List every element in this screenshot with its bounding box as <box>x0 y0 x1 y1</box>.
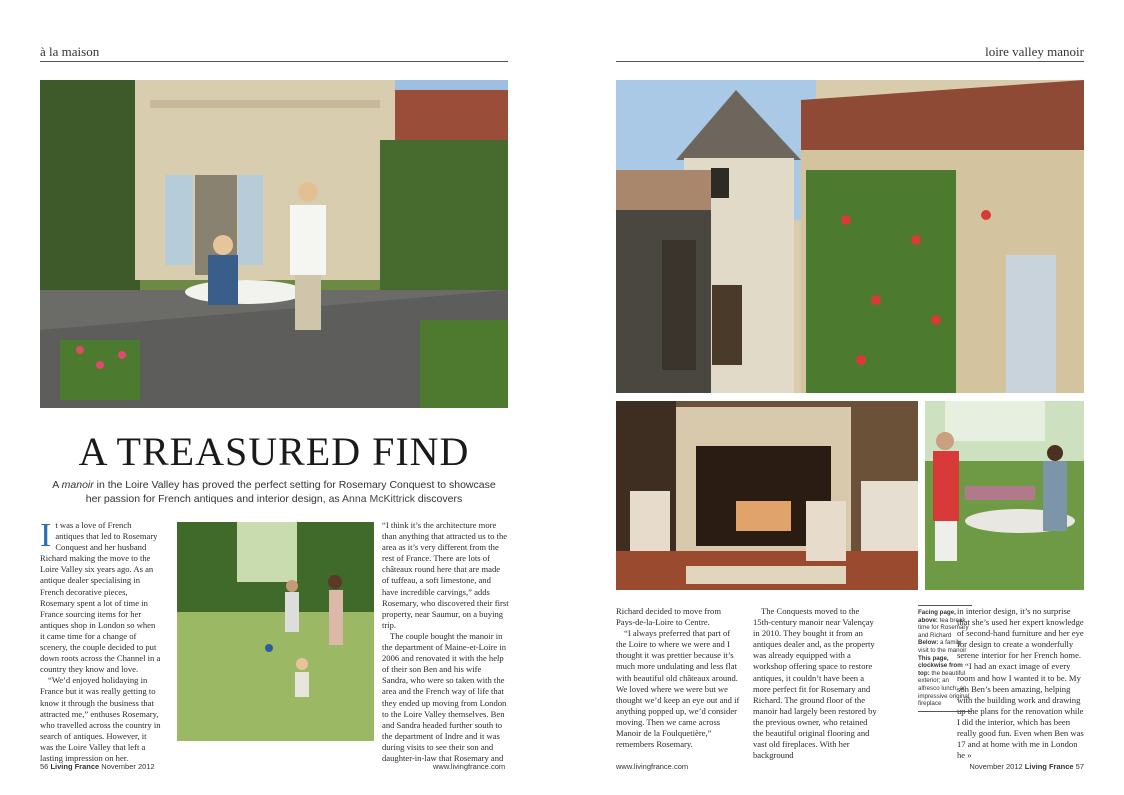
caption-text: a family visit to the manoir <box>918 639 967 654</box>
body-column-1 <box>40 517 162 764</box>
photo-alfresco-lunch <box>925 401 1084 590</box>
caption-heading: Facing page, above: <box>918 609 956 624</box>
body-paragraph: “I think it’s the architecture more than anything that attracted us to the area as it’s very different from the rest of France. There are lots of châteaux round here that are made of tuffeau, a soft limestone, and have incredible carvings,” adds Rosemary, who discovered their first property, near Saumur, on a buying trip. <box>382 520 509 630</box>
body-paragraph: in interior design, it’s no surprise that she’s used her expert knowledge of second-hand furniture and her eye for design to create a wonderfully serene interior for her French home. <box>957 606 1084 661</box>
author-name: Anna McKittrick <box>342 493 415 505</box>
body-column-r1 <box>616 606 742 750</box>
photo-manor-exterior <box>616 80 1084 393</box>
footer-left-url: www.livingfrance.com <box>433 762 506 771</box>
article-title: A TREASURED FIND <box>78 429 470 474</box>
caption-text: the beautiful exterior; an alfresco lunch; an impressive original fireplace <box>918 669 970 708</box>
photo-caption <box>918 605 972 712</box>
caption-heading: Below: <box>918 639 939 647</box>
page-number: 56 <box>40 762 49 771</box>
standfirst-end: discovers <box>414 493 463 505</box>
header-rule-right <box>616 61 1084 62</box>
magazine-name: Living France <box>50 762 100 771</box>
body-paragraph: “We’d enjoyed holidaying in France but it was really getting to know it through the business that attracted me,” enthuses Rosemary, who travelled across the country in search of antiques. However, it was the Loire Valley that left a lasting impression on her. <box>40 675 161 763</box>
header-rule-left <box>40 61 508 62</box>
footer-left-folio <box>40 762 155 771</box>
issue-date: November 2012 <box>101 762 155 771</box>
body-paragraph: Richard decided to move from Pays-de-la-Loire to Centre. <box>616 606 722 628</box>
body-paragraph: The couple bought the manoir in the department of Maine-et-Loire in 2006 and renovated it with the help of their son Ben and his wife Sandra, who were so taken with the area and the French way of life that they ended up moving from London to the Loire Valley themselves. Ben and Sandra headed further south to the department of Indre and it was during visits to see their son and daughter-in-law that Rosemary and <box>382 630 507 763</box>
issue-date: November 2012 <box>969 762 1023 771</box>
section-label-left: à la maison <box>40 44 100 59</box>
photo-family-garden <box>177 522 374 741</box>
right-page <box>562 0 1124 795</box>
body-column-r4 <box>957 606 1084 761</box>
paragraph-text: t was a love of French antiques that led to Rosemary Conquest and her husband Richard making the move to the Loire Valley six years ago. As an antique dealer specialising in French decorative pieces, Rosemary spent a lot of time in France sourcing items for her antiques shop in London so when it came time for a change of scenery, the couple decided to put down roots across the Channel in a country they know and love. <box>40 520 161 675</box>
body-paragraph: “I always preferred that part of the Loire to where we were and I thought it was prettier because it’s much more undulating and less flat with beautiful old châteaux around. We loved where we were but we thought we’d keep an eye out and if anything popped up, we’d consider moving. Then we came across Manoir de la Foulquetière,” remembers Rosemary. <box>616 628 740 750</box>
standfirst-text: in the Loire Valley has proved the perfect setting for Rosemary Conquest to showcase her passion for French antiques and interior design, as <box>85 479 496 505</box>
caption-text: tea break time for Rosemary and Richard <box>918 616 969 639</box>
section-label-right: loire valley manoir <box>985 44 1084 59</box>
body-paragraph <box>40 517 162 675</box>
standfirst-text-pre: A <box>52 479 62 491</box>
photo-fireplace <box>616 401 918 590</box>
photo-garden-tea <box>40 80 508 408</box>
footer-right-folio <box>969 762 1084 771</box>
standfirst <box>48 478 500 506</box>
standfirst-emphasis: manoir <box>61 479 94 491</box>
body-paragraph: The Conquests moved to the 15th-century manoir near Valençay in 2010. They bought it from an antiques dealer and, as the property was already equipped with a workshop offering space to restore antiques, it couldn’t have been a more perfect fit for Rosemary and Richard. The ground floor of the manoir had largely been restored by the previous owner, who retained the beautiful original flooring and vast old fireplaces. With her background <box>753 606 877 761</box>
drop-cap: I <box>40 517 52 554</box>
magazine-name: Living France <box>1024 762 1074 771</box>
body-column-r2 <box>753 606 879 761</box>
footer-right-url: www.livingfrance.com <box>616 762 689 771</box>
page-number: 57 <box>1075 762 1084 771</box>
caption-heading: This page, clockwise from top: <box>918 654 963 677</box>
body-paragraph: “I had an exact image of every room and how I wanted it to be. My son Ben’s been amazing, helping with the building work and drawing up the plans for the renovation while I did the interior, which has been really good fun. Even when Ben was 17 and at home with me in London he » <box>957 661 1084 761</box>
body-column-3 <box>382 520 509 764</box>
